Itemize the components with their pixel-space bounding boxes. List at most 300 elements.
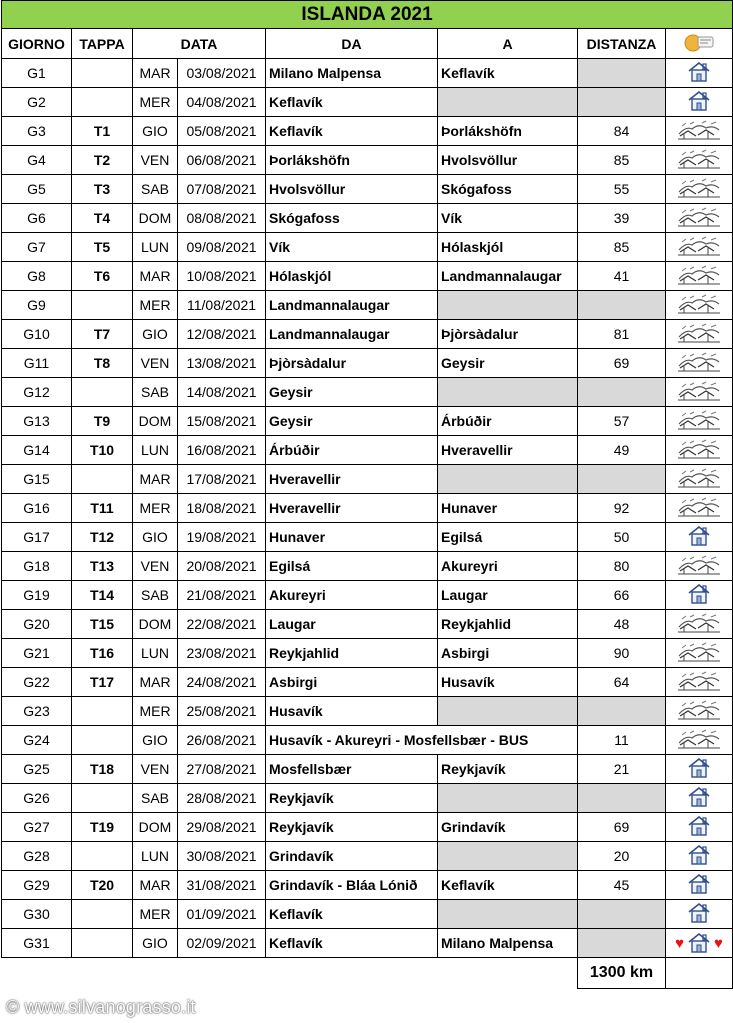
header-data: DATA	[133, 29, 266, 59]
distance-cell: 11	[578, 726, 666, 755]
campsite-icon	[678, 555, 720, 575]
from-to-cell: Husavík - Akureyri - Mosfellsbær - BUS	[266, 726, 578, 755]
campsite-icon	[678, 120, 720, 140]
heart-icon: ♥	[675, 934, 685, 952]
from-cell: Þjòrsàdalur	[266, 349, 438, 378]
tappa-cell	[72, 784, 133, 813]
from-cell: Keflavík	[266, 88, 438, 117]
distance-cell: 39	[578, 204, 666, 233]
weekday-cell: LUN	[133, 842, 178, 871]
campsite-icon	[678, 468, 720, 488]
distance-cell	[578, 784, 666, 813]
tappa-cell	[72, 59, 133, 88]
house-icon	[687, 61, 711, 83]
date-cell: 13/08/2021	[178, 349, 266, 378]
table-row	[2, 726, 733, 755]
campsite-icon	[678, 236, 720, 256]
giorno-cell: G27	[2, 813, 72, 842]
weekday-cell: DOM	[133, 204, 178, 233]
from-cell: Reykjavík	[266, 784, 438, 813]
to-cell: Reykjahlid	[438, 610, 578, 639]
table-row	[2, 378, 733, 407]
weekday-cell: MAR	[133, 668, 178, 697]
to-cell	[438, 88, 578, 117]
lodging-icon-cell	[666, 929, 733, 958]
distance-cell: 49	[578, 436, 666, 465]
weekday-cell: MER	[133, 494, 178, 523]
weekday-cell: VEN	[133, 552, 178, 581]
table-row	[2, 900, 733, 929]
lodging-icon-cell	[666, 494, 733, 523]
campsite-icon	[678, 149, 720, 169]
table-row	[2, 291, 733, 320]
lodging-icon-cell	[666, 262, 733, 291]
to-cell	[438, 842, 578, 871]
tappa-cell: T19	[72, 813, 133, 842]
house-icon	[687, 815, 711, 837]
lodging-icon-cell	[666, 233, 733, 262]
distance-cell: 80	[578, 552, 666, 581]
lodging-icon-cell	[666, 813, 733, 842]
weekday-cell: SAB	[133, 784, 178, 813]
date-cell: 29/08/2021	[178, 813, 266, 842]
to-cell: Reykjavík	[438, 755, 578, 784]
date-cell: 31/08/2021	[178, 871, 266, 900]
from-cell: Hveravellir	[266, 494, 438, 523]
distance-cell: 85	[578, 233, 666, 262]
date-cell: 05/08/2021	[178, 117, 266, 146]
distance-cell: 92	[578, 494, 666, 523]
campsite-icon	[678, 613, 720, 633]
to-cell: Milano Malpensa	[438, 929, 578, 958]
table-row	[2, 871, 733, 900]
lodging-icon-cell	[666, 436, 733, 465]
header-distanza: DISTANZA	[578, 29, 666, 59]
to-cell: Keflavík	[438, 871, 578, 900]
to-cell: Hólaskjól	[438, 233, 578, 262]
tappa-cell	[72, 697, 133, 726]
table-row	[2, 175, 733, 204]
from-cell: Grindavík - Bláa Lónið	[266, 871, 438, 900]
lodging-icon-cell	[666, 581, 733, 610]
giorno-cell: G9	[2, 291, 72, 320]
weekday-cell: SAB	[133, 378, 178, 407]
lodging-icon-cell	[666, 204, 733, 233]
distance-cell: 45	[578, 871, 666, 900]
to-cell	[438, 900, 578, 929]
campsite-icon	[678, 381, 720, 401]
table-row	[2, 146, 733, 175]
campsite-icon	[678, 323, 720, 343]
table-row	[2, 813, 733, 842]
table-row	[2, 523, 733, 552]
tappa-cell: T18	[72, 755, 133, 784]
itinerary-table	[1, 0, 733, 989]
distance-cell: 85	[578, 146, 666, 175]
giorno-cell: G2	[2, 88, 72, 117]
weekday-cell: VEN	[133, 146, 178, 175]
date-cell: 27/08/2021	[178, 755, 266, 784]
giorno-cell: G26	[2, 784, 72, 813]
giorno-cell: G18	[2, 552, 72, 581]
weekday-cell: MER	[133, 88, 178, 117]
giorno-cell: G13	[2, 407, 72, 436]
from-cell: Egilsá	[266, 552, 438, 581]
weekday-cell: MAR	[133, 262, 178, 291]
lodging-icon-cell	[666, 668, 733, 697]
lodging-icon-cell	[666, 59, 733, 88]
weekday-cell: MAR	[133, 59, 178, 88]
from-cell: Geysir	[266, 407, 438, 436]
from-cell: Milano Malpensa	[266, 59, 438, 88]
date-cell: 26/08/2021	[178, 726, 266, 755]
from-cell: Hveravellir	[266, 465, 438, 494]
to-cell: Akureyri	[438, 552, 578, 581]
date-cell: 09/08/2021	[178, 233, 266, 262]
weekday-cell: DOM	[133, 407, 178, 436]
date-cell: 21/08/2021	[178, 581, 266, 610]
giorno-cell: G10	[2, 320, 72, 349]
giorno-cell: G31	[2, 929, 72, 958]
to-cell: Þorlákshöfn	[438, 117, 578, 146]
weekday-cell: VEN	[133, 755, 178, 784]
weekday-cell: GIO	[133, 523, 178, 552]
giorno-cell: G1	[2, 59, 72, 88]
date-cell: 01/09/2021	[178, 900, 266, 929]
lodging-icon-cell	[666, 726, 733, 755]
date-cell: 03/08/2021	[178, 59, 266, 88]
tappa-cell	[72, 726, 133, 755]
giorno-cell: G6	[2, 204, 72, 233]
to-cell: Skógafoss	[438, 175, 578, 204]
date-cell: 11/08/2021	[178, 291, 266, 320]
to-cell: Landmannalaugar	[438, 262, 578, 291]
header-row	[2, 29, 733, 59]
distance-cell	[578, 88, 666, 117]
lodging-icon-cell	[666, 88, 733, 117]
giorno-cell: G22	[2, 668, 72, 697]
campsite-icon	[678, 294, 720, 314]
table-row	[2, 494, 733, 523]
house-icon	[687, 525, 711, 547]
total-empty	[666, 958, 733, 989]
to-cell: Geysir	[438, 349, 578, 378]
date-cell: 28/08/2021	[178, 784, 266, 813]
distance-cell: 48	[578, 610, 666, 639]
campsite-icon	[678, 178, 720, 198]
tappa-cell: T5	[72, 233, 133, 262]
campsite-icon	[678, 700, 720, 720]
to-cell: Grindavík	[438, 813, 578, 842]
giorno-cell: G5	[2, 175, 72, 204]
giorno-cell: G20	[2, 610, 72, 639]
table-row	[2, 552, 733, 581]
lodging-icon-cell	[666, 320, 733, 349]
tappa-cell: T14	[72, 581, 133, 610]
weekday-cell: MER	[133, 697, 178, 726]
lodging-icon-cell	[666, 697, 733, 726]
tappa-cell: T4	[72, 204, 133, 233]
to-cell: Vík	[438, 204, 578, 233]
header-da: DA	[266, 29, 438, 59]
tappa-cell	[72, 378, 133, 407]
table-row	[2, 929, 733, 958]
tappa-cell	[72, 929, 133, 958]
lodging-icon-cell	[666, 900, 733, 929]
distance-cell	[578, 59, 666, 88]
to-cell: Asbirgi	[438, 639, 578, 668]
tappa-cell: T20	[72, 871, 133, 900]
weekday-cell: MAR	[133, 871, 178, 900]
giorno-cell: G4	[2, 146, 72, 175]
lodging-icon-cell	[666, 755, 733, 784]
tappa-cell: T17	[72, 668, 133, 697]
lodging-icon-cell	[666, 842, 733, 871]
distance-cell: 41	[578, 262, 666, 291]
tappa-cell	[72, 88, 133, 117]
campsite-icon	[678, 439, 720, 459]
tappa-cell: T11	[72, 494, 133, 523]
campsite-icon	[678, 497, 720, 517]
distance-cell	[578, 378, 666, 407]
from-cell: Árbúðir	[266, 436, 438, 465]
weekday-cell: DOM	[133, 813, 178, 842]
house-icon	[687, 844, 711, 866]
tappa-cell: T10	[72, 436, 133, 465]
to-cell: Keflavík	[438, 59, 578, 88]
from-cell: Reykjahlid	[266, 639, 438, 668]
lodging-icon-cell	[666, 465, 733, 494]
date-cell: 02/09/2021	[178, 929, 266, 958]
tappa-cell: T12	[72, 523, 133, 552]
lodging-icon-cell	[666, 378, 733, 407]
to-cell: Hvolsvöllur	[438, 146, 578, 175]
distance-cell	[578, 697, 666, 726]
date-cell: 22/08/2021	[178, 610, 266, 639]
weekday-cell: LUN	[133, 639, 178, 668]
lodging-icon-cell	[666, 639, 733, 668]
distance-cell: 55	[578, 175, 666, 204]
giorno-cell: G15	[2, 465, 72, 494]
distance-cell	[578, 929, 666, 958]
weekday-cell: SAB	[133, 581, 178, 610]
weather-icon	[682, 31, 716, 53]
table-row	[2, 204, 733, 233]
to-cell: Egilsá	[438, 523, 578, 552]
table-row	[2, 639, 733, 668]
from-cell: Skógafoss	[266, 204, 438, 233]
house-icon	[687, 757, 711, 779]
weekday-cell: GIO	[133, 320, 178, 349]
giorno-cell: G16	[2, 494, 72, 523]
date-cell: 30/08/2021	[178, 842, 266, 871]
lodging-icon-cell	[666, 552, 733, 581]
distance-cell: 69	[578, 349, 666, 378]
to-cell: Hunaver	[438, 494, 578, 523]
tappa-cell: T16	[72, 639, 133, 668]
weekday-cell: MAR	[133, 465, 178, 494]
table-row	[2, 320, 733, 349]
date-cell: 25/08/2021	[178, 697, 266, 726]
to-cell	[438, 291, 578, 320]
tappa-cell: T13	[72, 552, 133, 581]
table-row	[2, 784, 733, 813]
total-spacer	[2, 958, 578, 989]
from-cell: Hólaskjól	[266, 262, 438, 291]
from-cell: Asbirgi	[266, 668, 438, 697]
weekday-cell: SAB	[133, 175, 178, 204]
total-row	[2, 958, 733, 989]
from-cell: Laugar	[266, 610, 438, 639]
from-cell: Mosfellsbær	[266, 755, 438, 784]
giorno-cell: G29	[2, 871, 72, 900]
lodging-icon-cell	[666, 523, 733, 552]
header-a: A	[438, 29, 578, 59]
campsite-icon	[678, 642, 720, 662]
table-row	[2, 436, 733, 465]
table-row	[2, 349, 733, 378]
tappa-cell: T15	[72, 610, 133, 639]
header-tappa: TAPPA	[72, 29, 133, 59]
giorno-cell: G7	[2, 233, 72, 262]
to-cell	[438, 465, 578, 494]
weekday-cell: GIO	[133, 117, 178, 146]
date-cell: 12/08/2021	[178, 320, 266, 349]
weekday-cell: DOM	[133, 610, 178, 639]
lodging-icon-cell	[666, 175, 733, 204]
distance-cell: 84	[578, 117, 666, 146]
tappa-cell	[72, 842, 133, 871]
giorno-cell: G12	[2, 378, 72, 407]
giorno-cell: G30	[2, 900, 72, 929]
header-giorno: GIORNO	[2, 29, 72, 59]
from-cell: Keflavík	[266, 900, 438, 929]
house-icon	[687, 583, 711, 605]
table-row	[2, 59, 733, 88]
from-cell: Reykjavík	[266, 813, 438, 842]
tappa-cell: T3	[72, 175, 133, 204]
date-cell: 18/08/2021	[178, 494, 266, 523]
tappa-cell: T7	[72, 320, 133, 349]
campsite-icon	[678, 671, 720, 691]
date-cell: 15/08/2021	[178, 407, 266, 436]
date-cell: 07/08/2021	[178, 175, 266, 204]
giorno-cell: G19	[2, 581, 72, 610]
lodging-icon-cell	[666, 784, 733, 813]
date-cell: 19/08/2021	[178, 523, 266, 552]
tappa-cell: T2	[72, 146, 133, 175]
to-cell	[438, 378, 578, 407]
tappa-cell	[72, 900, 133, 929]
from-cell: Grindavík	[266, 842, 438, 871]
tappa-cell: T6	[72, 262, 133, 291]
from-cell: Husavík	[266, 697, 438, 726]
table-row	[2, 755, 733, 784]
to-cell	[438, 784, 578, 813]
giorno-cell: G23	[2, 697, 72, 726]
house-icon	[687, 90, 711, 112]
giorno-cell: G24	[2, 726, 72, 755]
distance-cell: 57	[578, 407, 666, 436]
house-icon	[687, 786, 711, 808]
table-row	[2, 262, 733, 291]
weekday-cell: MER	[133, 291, 178, 320]
tappa-cell	[72, 291, 133, 320]
lodging-icon-cell	[666, 610, 733, 639]
giorno-cell: G17	[2, 523, 72, 552]
house-icon	[687, 873, 711, 895]
giorno-cell: G25	[2, 755, 72, 784]
distance-cell	[578, 291, 666, 320]
lodging-icon-cell	[666, 349, 733, 378]
weekday-cell: GIO	[133, 929, 178, 958]
campsite-icon	[678, 207, 720, 227]
distance-cell: 21	[578, 755, 666, 784]
lodging-icon-cell	[666, 291, 733, 320]
date-cell: 16/08/2021	[178, 436, 266, 465]
weekday-cell: GIO	[133, 726, 178, 755]
date-cell: 08/08/2021	[178, 204, 266, 233]
to-cell: Laugar	[438, 581, 578, 610]
date-cell: 20/08/2021	[178, 552, 266, 581]
to-cell: Hveravellir	[438, 436, 578, 465]
lodging-icon-cell	[666, 146, 733, 175]
distance-cell: 66	[578, 581, 666, 610]
to-cell: Þjòrsàdalur	[438, 320, 578, 349]
weekday-cell: LUN	[133, 436, 178, 465]
lodging-icon-cell	[666, 117, 733, 146]
table-row	[2, 407, 733, 436]
from-cell: Hunaver	[266, 523, 438, 552]
tappa-cell: T8	[72, 349, 133, 378]
distance-cell	[578, 465, 666, 494]
table-row	[2, 233, 733, 262]
table-row	[2, 88, 733, 117]
giorno-cell: G11	[2, 349, 72, 378]
watermark: © www.silvanograsso.it	[6, 997, 196, 1017]
distance-cell: 50	[578, 523, 666, 552]
giorno-cell: G8	[2, 262, 72, 291]
table-row	[2, 117, 733, 146]
date-cell: 06/08/2021	[178, 146, 266, 175]
table-row	[2, 610, 733, 639]
distance-cell	[578, 900, 666, 929]
from-cell: Vík	[266, 233, 438, 262]
from-cell: Landmannalaugar	[266, 291, 438, 320]
giorno-cell: G3	[2, 117, 72, 146]
from-cell: Geysir	[266, 378, 438, 407]
to-cell: Husavík	[438, 668, 578, 697]
from-cell: Hvolsvöllur	[266, 175, 438, 204]
distance-cell: 20	[578, 842, 666, 871]
giorno-cell: G28	[2, 842, 72, 871]
table-row	[2, 697, 733, 726]
tappa-cell: T9	[72, 407, 133, 436]
house-icon	[687, 932, 711, 954]
to-cell	[438, 697, 578, 726]
distance-cell: 90	[578, 639, 666, 668]
table-row	[2, 842, 733, 871]
date-cell: 17/08/2021	[178, 465, 266, 494]
campsite-icon	[678, 729, 720, 749]
from-cell: Þorlákshöfn	[266, 146, 438, 175]
tappa-cell: T1	[72, 117, 133, 146]
weekday-cell: LUN	[133, 233, 178, 262]
campsite-icon	[678, 265, 720, 285]
title-row	[2, 1, 733, 29]
total-distance: 1300 km	[578, 958, 666, 989]
date-cell: 10/08/2021	[178, 262, 266, 291]
